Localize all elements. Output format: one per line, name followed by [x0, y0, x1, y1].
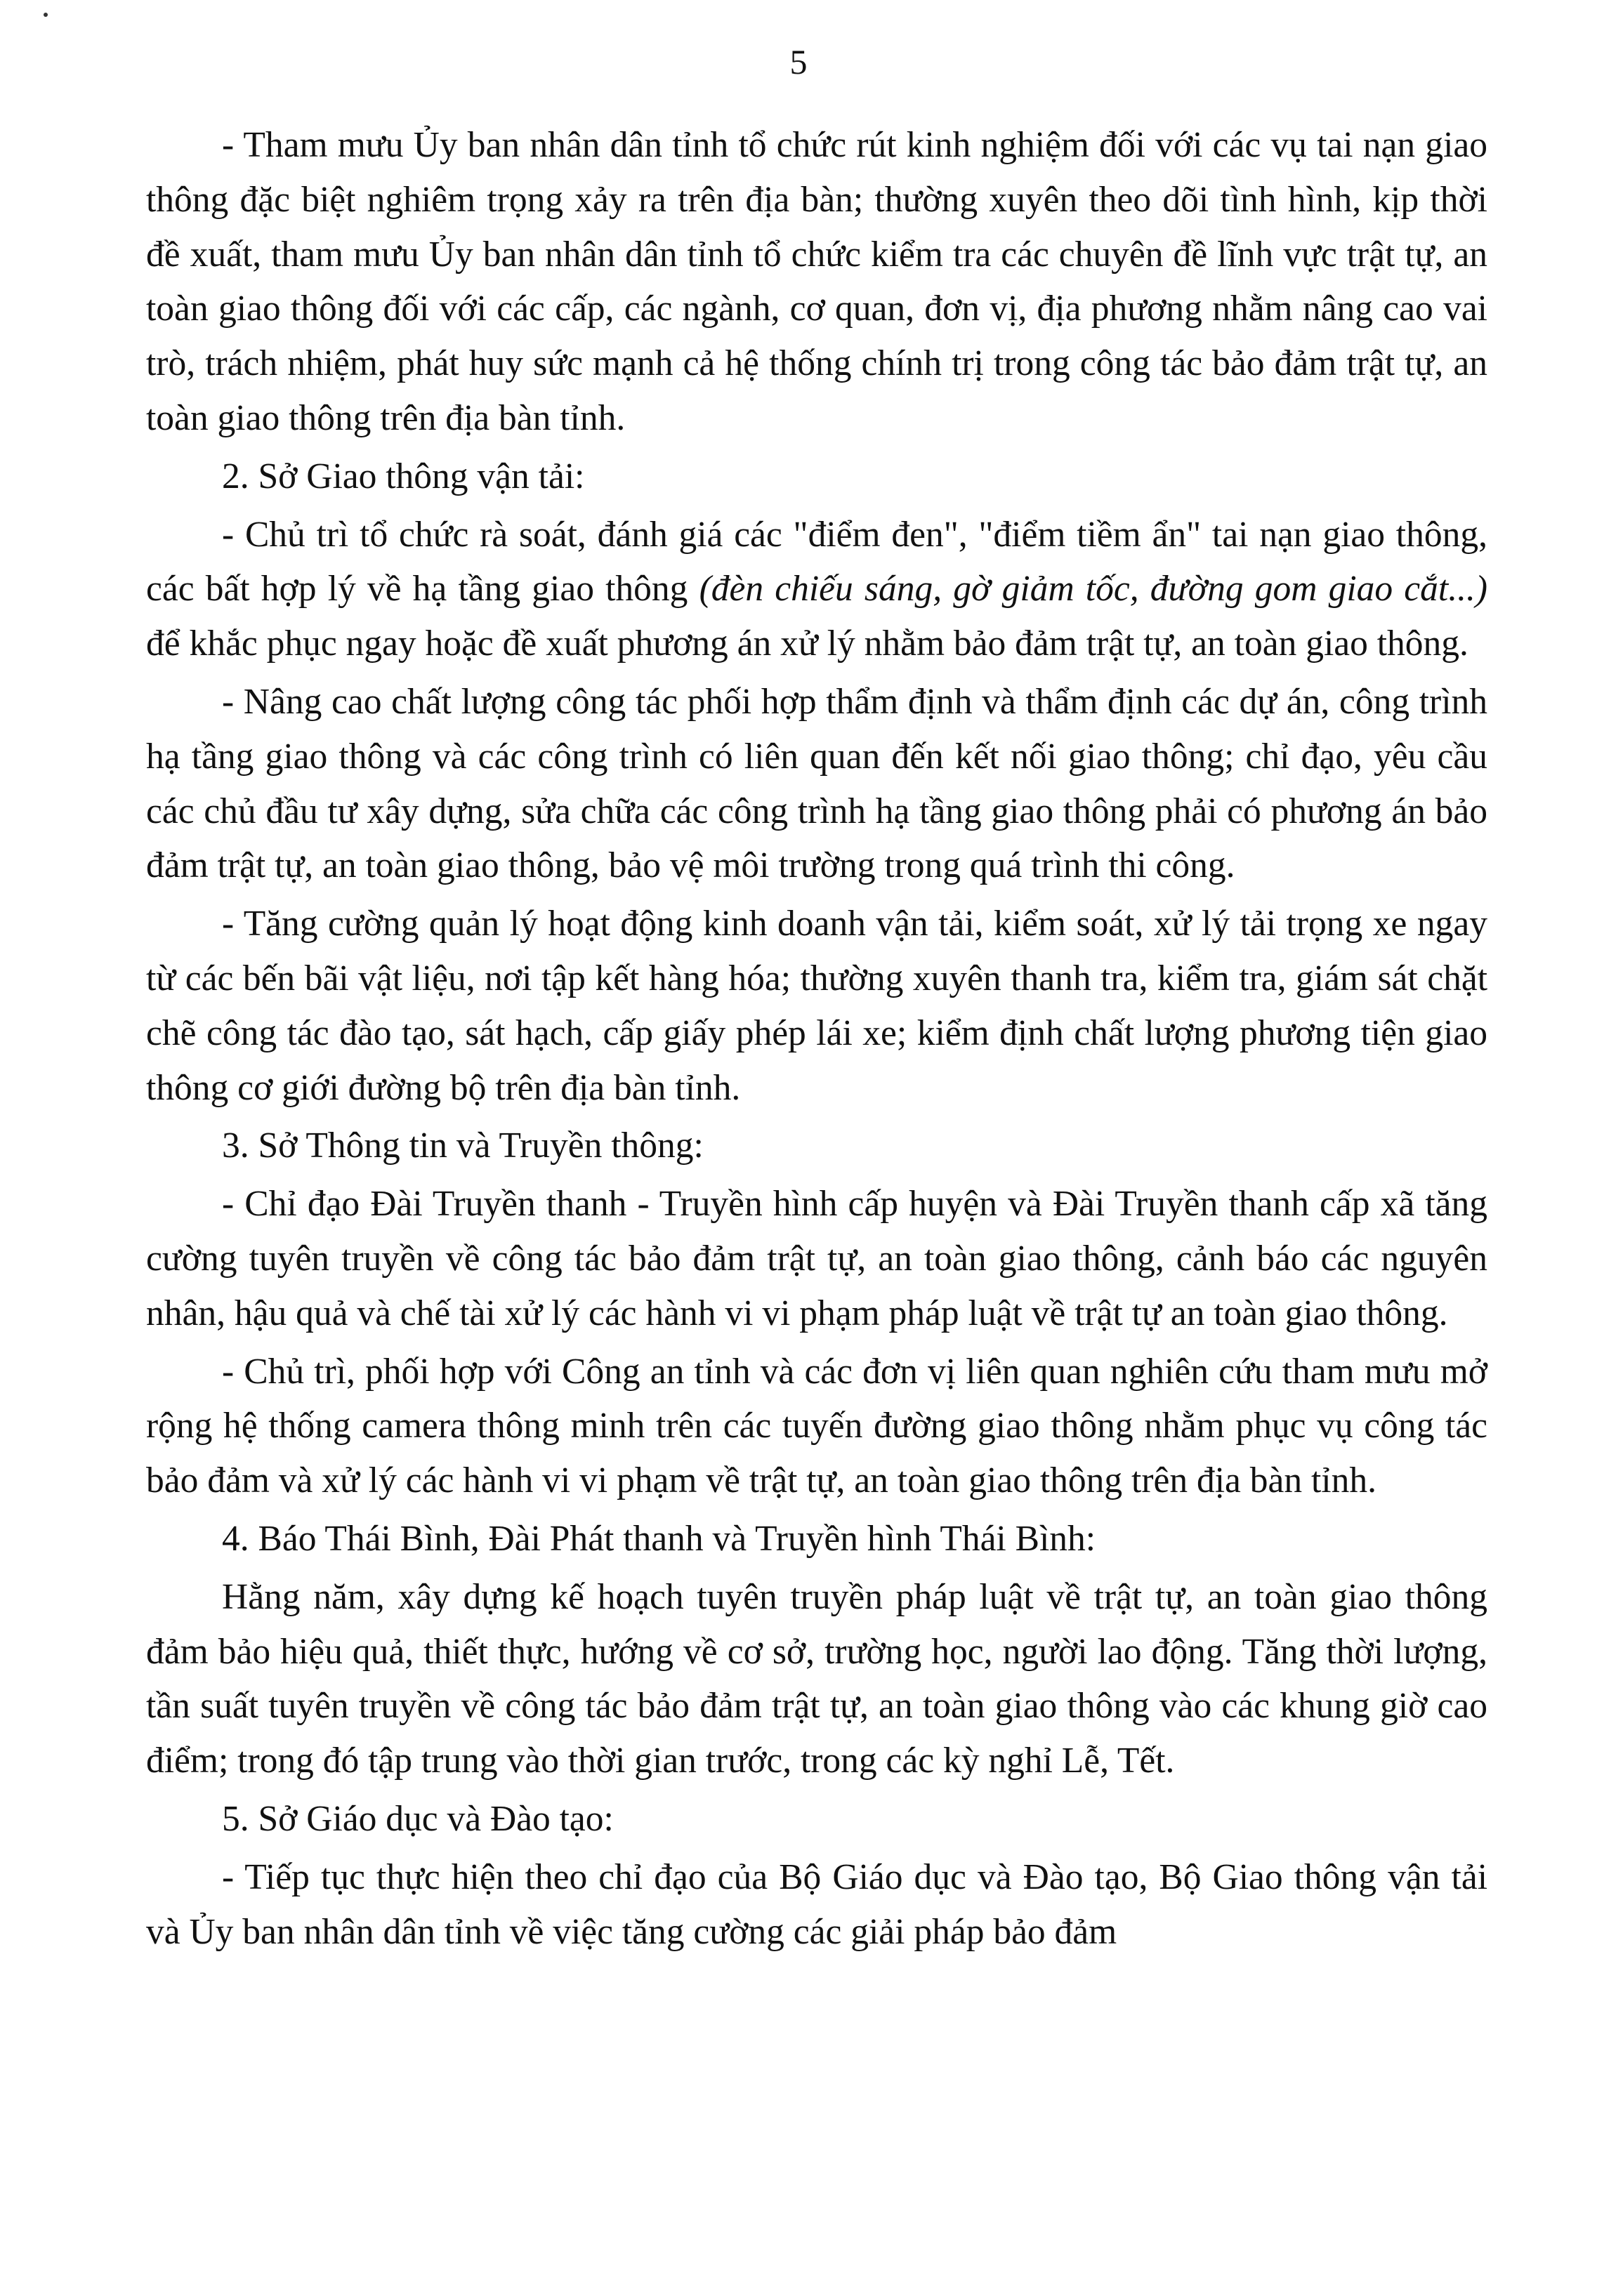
section-heading-so-giao-duc: 5. Sở Giáo dục và Đào tạo: — [222, 1798, 614, 1839]
scan-speck — [44, 13, 48, 17]
section-heading-so-giao-thong-van-tai: 2. Sở Giao thông vận tải: — [222, 456, 585, 496]
paragraph-ke-hoach-tuyen-truyen: Hằng năm, xây dựng kế hoạch tuyên truyền pháp luật về trật tự, an toàn giao thông đảm bảo hiệu quả, thiết thực, hướng về cơ sở, trường học, người lao động. Tăng thời lượng, tần suất tuyên truyền về công tác bảo đảm trật tự, an toàn giao thông vào các khung giờ cao điểm; trong đó tập trung vào thời gian trước, trong các kỳ nghỉ Lễ, Tết. — [146, 1576, 1487, 1781]
paragraph-tham-dinh: - Nâng cao chất lượng công tác phối hợp thẩm định và thẩm định các dự án, công trình hạ tầng giao thông và các công trình có liên quan đến kết nối giao thông; chỉ đạo, yêu cầu các chủ đầu tư xây dựng, sửa chữa các công trình hạ tầng giao thông phải có phương án bảo đảm trật tự, an toàn giao thông, bảo vệ môi trường trong quá trình thi công. — [146, 681, 1487, 886]
paragraph-camera-thong-minh: - Chủ trì, phối hợp với Công an tỉnh và các đơn vị liên quan nghiên cứu tham mưu mở rộng hệ thống camera thông minh trên các tuyến đường giao thông nhằm phục vụ công tác bảo đảm và xử lý các hành vi vi phạm về trật tự, an toàn giao thông trên địa bàn tỉnh. — [146, 1351, 1487, 1501]
paragraph-ra-soat-diem-den — [146, 508, 1487, 671]
page-number: 5 — [789, 42, 808, 81]
paragraph-tham-muu: - Tham mưu Ủy ban nhân dân tỉnh tổ chức rút kinh nghiệm đối với các vụ tai nạn giao thông đặc biệt nghiêm trọng xảy ra trên địa bàn; thường xuyên theo dõi tình hình, kịp thời đề xuất, tham mưu Ủy ban nhân dân tỉnh tổ chức kiểm tra các chuyên đề lĩnh vực trật tự, an toàn giao thông đối với các cấp, các ngành, cơ quan, đơn vị, địa phương nhằm nâng cao vai trò, trách nhiệm, phát huy sức mạnh cả hệ thống chính trị trong công tác bảo đảm trật tự, an toàn giao thông trên địa bàn tỉnh. — [146, 125, 1487, 438]
paragraph-tiep-tuc-thuc-hien: - Tiếp tục thực hiện theo chỉ đạo của Bộ Giáo dục và Đào tạo, Bộ Giao thông vận tải và Ủy ban nhân dân tỉnh về việc tăng cường các giải pháp bảo đảm — [146, 1856, 1487, 1952]
paragraph-ra-soat-text-end: để khắc phục ngay hoặc đề xuất phương án xử lý nhằm bảo đảm trật tự, an toàn giao thông. — [146, 624, 1468, 664]
section-heading-bao-thai-binh: 4. Báo Thái Bình, Đài Phát thanh và Truyền hình Thái Bình: — [222, 1518, 1096, 1559]
paragraph-kinh-doanh-van-tai: - Tăng cường quản lý hoạt động kinh doanh vận tải, kiểm soát, xử lý tải trọng xe ngay từ các bến bãi vật liệu, nơi tập kết hàng hóa; thường xuyên thanh tra, kiểm tra, giám sát chặt chẽ công tác đào tạo, sát hạch, cấp giấy phép lái xe; kiểm định chất lượng phương tiện giao thông cơ giới đường bộ trên địa bàn tỉnh. — [146, 904, 1487, 1108]
paragraph-dai-truyen-thanh: - Chỉ đạo Đài Truyền thanh - Truyền hình cấp huyện và Đài Truyền thanh cấp xã tăng cường tuyên truyền về công tác bảo đảm trật tự, an toàn giao thông, cảnh báo các nguyên nhân, hậu quả và chế tài xử lý các hành vi vi phạm pháp luật về trật tự an toàn giao thông. — [146, 1184, 1487, 1333]
paragraph-ra-soat-text-start: - Chủ trì tổ chức rà soát, đánh giá các "điểm đen", "điểm tiềm ẩn" tai nạn giao thông, các bất hợp lý về hạ tầng giao thông — [146, 514, 1487, 609]
section-heading-so-thong-tin: 3. Sở Thông tin và Truyền thông: — [222, 1126, 704, 1166]
document-body — [146, 118, 1487, 1959]
paragraph-ra-soat-italic-note: (đèn chiếu sáng, gờ giảm tốc, đường gom giao cắt...) — [699, 569, 1487, 609]
